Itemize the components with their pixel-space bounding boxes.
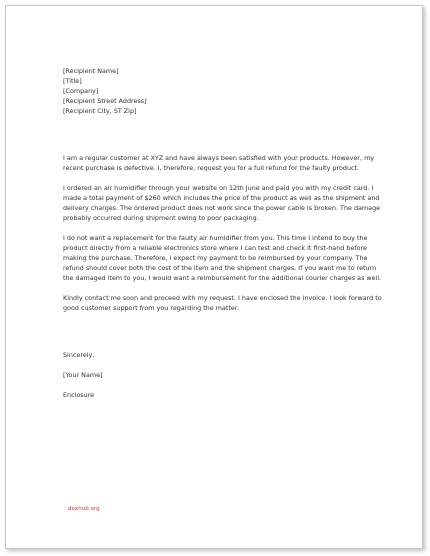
enclosure-note: Enclosure (63, 391, 95, 399)
closing-salutation: Sincerely, (63, 351, 95, 359)
recipient-street-address: [Recipient Street Address] (63, 97, 147, 105)
recipient-company: [Company] (63, 87, 99, 95)
body-paragraph-intro: I am a regular customer at XYZ and have always been satisfied with your products. However, my recent purchase is defective. I, therefore, request you for a full refund for the faulty product. (63, 154, 375, 172)
body-paragraph-refund-request: I do not want a replacement for the faulty air humidifier from you. This time I intend to buy the product directly from a reliable electronics store where I can test and check it first-hand before making the purchase. Therefore, I expect my payment to be reimbursed by your company. The refund should cover both the cost of the item and the shipment charges. If you want me to return the damaged item to you, I would want a reimbursement for the additional courier charges as well. (63, 234, 382, 282)
recipient-address-block (63, 66, 383, 116)
recipient-title: [Title] (63, 77, 82, 85)
recipient-name: [Recipient Name] (63, 67, 119, 75)
sender-name: [Your Name] (63, 371, 103, 379)
body-paragraph-order-details: I ordered an air humidifier through your website on 12th June and paid you with my credit card. I made a total payment of $260 which includes the price of the product as well as the shipment and delivery charges. The ordered product does not work since the power cable is broken. The damage probably occurred during shipment owing to poor packaging. (63, 184, 381, 222)
letter-content (63, 66, 383, 400)
body-paragraph-closing-request: Kindly contact me soon and proceed with my request. I have enclosed the invoice. I look forward to good customer support from you regarding the matter. (63, 294, 382, 312)
recipient-city-state-zip: [Recipient City, ST Zip] (63, 107, 137, 115)
letter-page (5, 5, 423, 549)
watermark-link[interactable]: doxhub.org (68, 506, 100, 512)
